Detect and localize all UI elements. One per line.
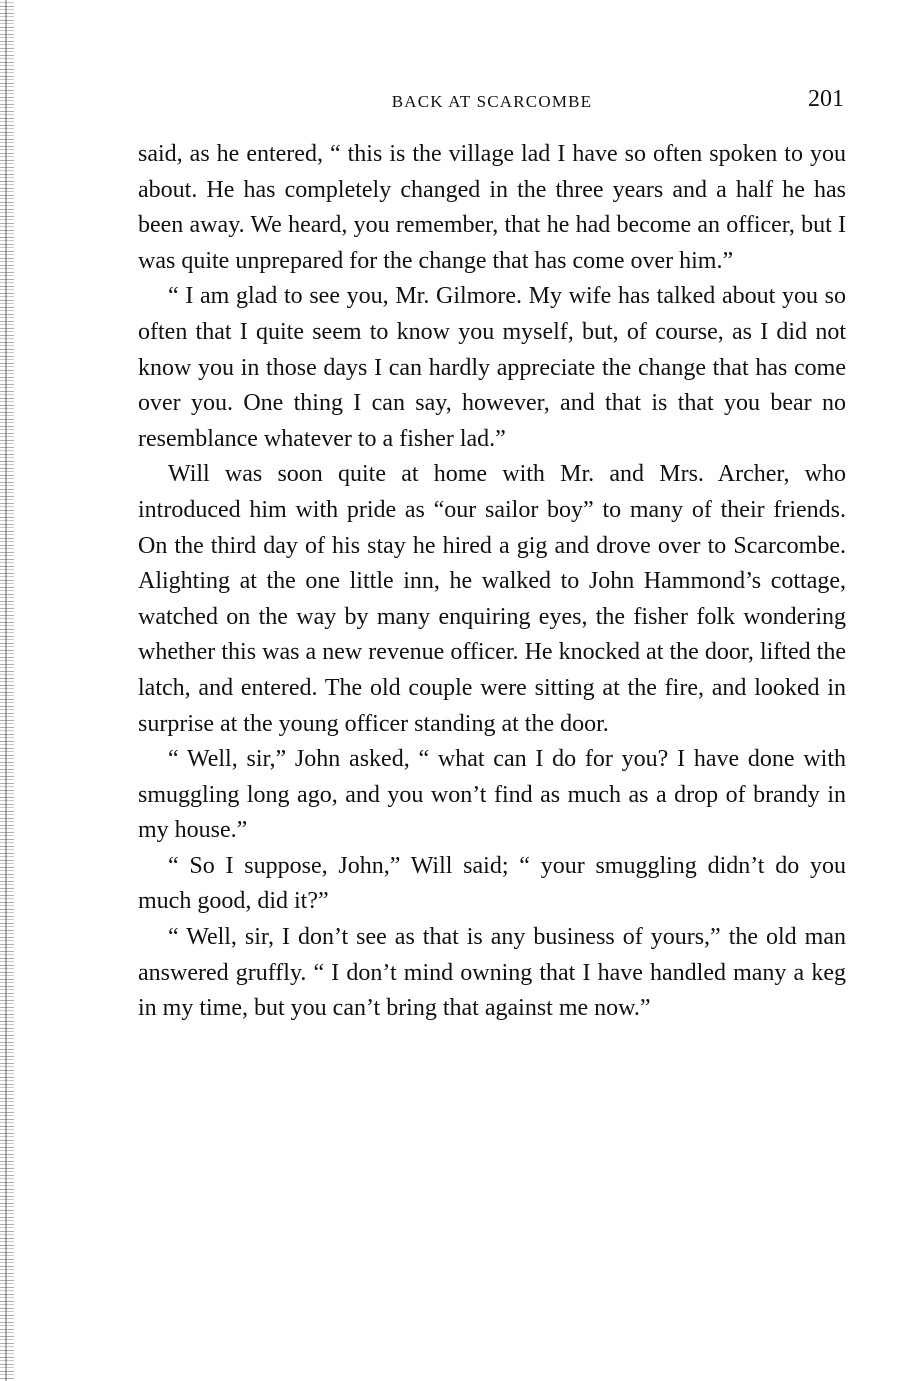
running-title: BACK AT SCARCOMBE: [391, 92, 593, 111]
paragraph: Will was soon quite at home with Mr. and Mrs. Archer, who introduced him with pride as “our sailor boy” to many of their friends. On the third day of his stay he hired a gig and drove over to Scarcombe. Alighting at the one little inn, he walked to John Hammond’s cottage, watched on the way by many enquiring eyes, the fisher folk wondering whether this was a new revenue officer. He knocked at the door, lifted the latch, and entered. The old couple were sitting at the fire, and looked in surprise at the young officer standing at the door.: [138, 461, 846, 737]
binding-gutter: [0, 0, 14, 1381]
paragraph: “ So I suppose, John,” Will said; “ your smuggling didn’t do you much good, did it?”: [138, 852, 846, 915]
running-header: [138, 86, 846, 118]
paragraph: “ Well, sir,” John asked, “ what can I do for you? I have done with smuggling long ago, and you won’t find as much as a drop of brandy in my house.”: [138, 746, 846, 844]
binding-edge-line: [5, 0, 7, 1381]
body-text: [138, 137, 846, 1027]
paragraph: said, as he entered, “ this is the village lad I have so often spoken to you about. He has completely changed in the three years and a half he has been away. We heard, you remember, that he had become an officer, but I was quite unprepared for the change that has come over him.”: [138, 141, 846, 274]
paragraph: “ Well, sir, I don’t see as that is any business of yours,” the old man answered gruffly. “ I don’t mind owning that I have handled many a keg in my time, but you can’t bring that against me now.”: [138, 924, 846, 1022]
paragraph: “ I am glad to see you, Mr. Gilmore. My wife has talked about you so often that I quite seem to know you myself, but, of course, as I did not know you in those days I can hardly appreciate the change that has come over you. One thing I can say, however, and that is that you bear no resemblance whatever to a fisher lad.”: [138, 283, 846, 452]
page-number: 201: [808, 86, 844, 112]
